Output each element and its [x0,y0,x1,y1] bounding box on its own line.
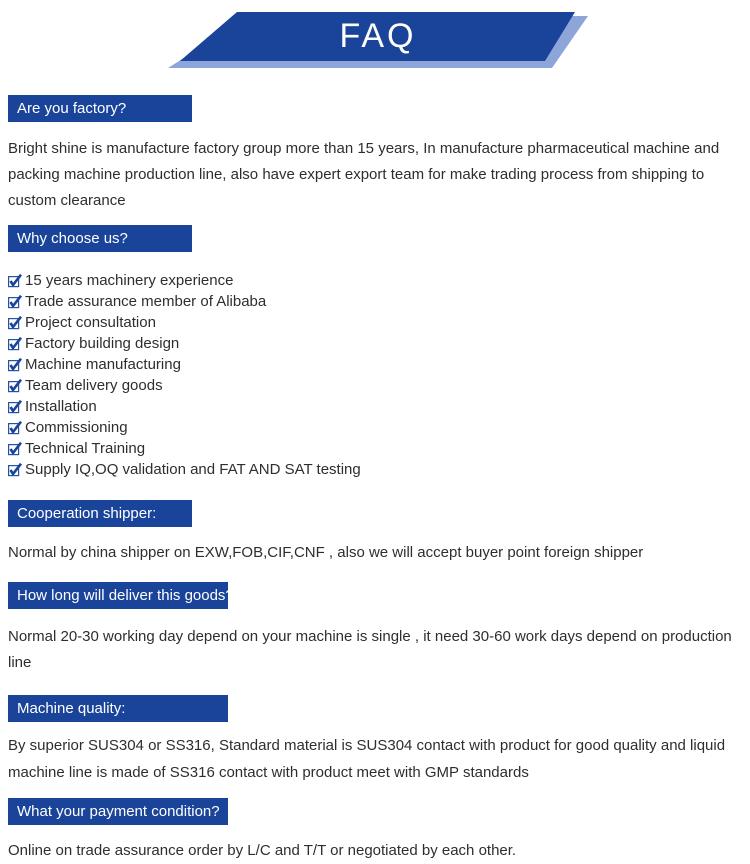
checked-checkbox-icon [8,442,22,456]
checked-checkbox-icon [8,274,22,288]
question-bar-why-choose-us: Why choose us? [8,225,192,252]
checklist-item-label: Trade assurance member of Alibaba [25,293,267,310]
question-bar-machine-quality: Machine quality: [8,695,228,722]
checked-checkbox-icon [8,358,22,372]
faq-banner [0,0,750,75]
answer-machine-quality: By superior SUS304 or SS316, Standard material is SUS304 contact with product for good quality and liquid machine line is made of SS316 contact with product meet with GMP standards [8,737,726,781]
checked-checkbox-icon [8,463,22,477]
checklist-item-label: Team delivery goods [25,377,163,394]
banner-title: FAQ [339,17,417,55]
question-bar-payment-condition: What your payment condition? [8,798,228,825]
question-bar-are-you-factory: Are you factory? [8,95,192,122]
checklist-item [8,417,750,438]
checklist-item [8,354,750,375]
checklist-item-label: Installation [25,398,97,415]
checked-checkbox-icon [8,379,22,393]
question-bar-cooperation-shipper: Cooperation shipper: [8,500,192,527]
answer-cooperation-shipper: Normal by china shipper on EXW,FOB,CIF,CNF , also we will accept buyer point foreign shipper [8,544,644,561]
checklist-item [8,333,750,354]
checklist-item [8,396,750,417]
checklist-item [8,438,750,459]
checked-checkbox-icon [8,400,22,414]
checklist-item-label: Factory building design [25,335,180,352]
checklist-item-label: Commissioning [25,419,128,436]
checked-checkbox-icon [8,421,22,435]
answer-payment-condition: Online on trade assurance order by L/C and T/T or negotiated by each other. [8,842,517,859]
checklist-item [8,291,750,312]
checklist-item-label: Supply IQ,OQ validation and FAT AND SAT testing [25,461,361,478]
checklist-item [8,312,750,333]
checklist-item-label: Project consultation [25,314,156,331]
checklist-item [8,270,750,291]
answer-are-you-factory: Bright shine is manufacture factory group more than 15 years, In manufacture pharmaceutical machine and packing machine production line, also have expert export team for make trading process from shipping to custom clearance [8,140,720,209]
checklist-item [8,375,750,396]
checked-checkbox-icon [8,337,22,351]
checklist-item-label: Technical Training [25,440,146,457]
answer-delivery-time: Normal 20-30 working day depend on your machine is single , it need 30-60 work days depend on production line [8,628,732,671]
checklist-item-label: Machine manufacturing [25,356,181,373]
question-bar-delivery-time: How long will deliver this goods? [8,582,228,609]
checked-checkbox-icon [8,295,22,309]
checklist-item [8,459,750,480]
checklist-item-label: 15 years machinery experience [25,272,234,289]
checked-checkbox-icon [8,316,22,330]
why-choose-us-checklist [0,270,750,480]
